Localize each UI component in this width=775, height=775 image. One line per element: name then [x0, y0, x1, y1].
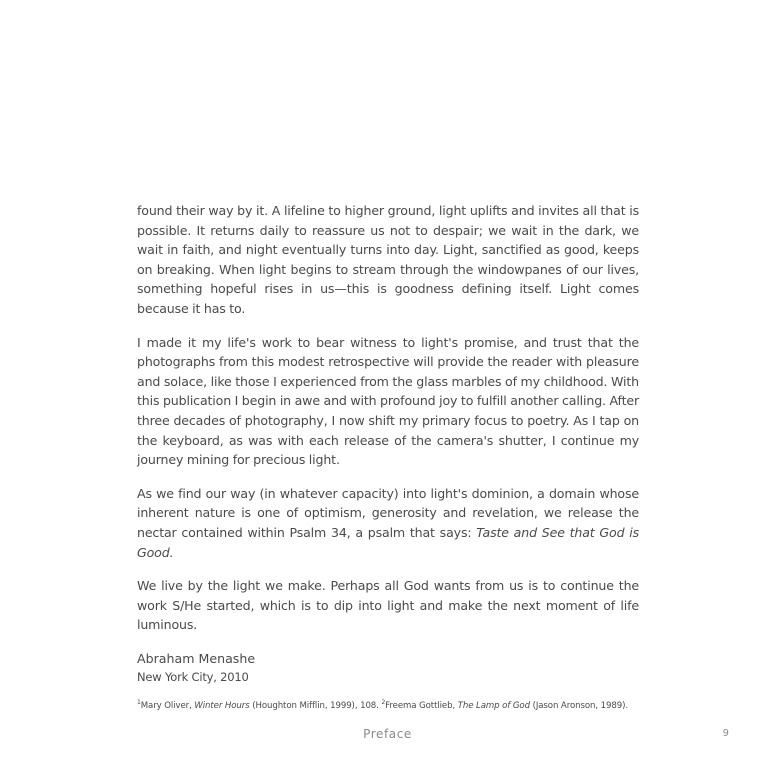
footnote-marker-2: 2	[381, 699, 386, 707]
running-footer-title: Preface	[363, 727, 412, 741]
page-number: 9	[722, 728, 729, 739]
footnote-marker-1: 1	[137, 699, 141, 707]
body-text	[137, 201, 639, 712]
signature-name: Abraham Menashe	[137, 650, 256, 666]
footnote-1-author: Mary Oliver,	[140, 701, 195, 712]
footnote-2-author: Freema Gottlieb,	[385, 701, 458, 712]
footnote-2-title: The Lamp of God	[457, 701, 530, 712]
footnote-1-title: Winter Hours	[194, 701, 250, 712]
psalm-quote: Taste and See that God is Good.	[137, 524, 639, 560]
footnote-1-rest: (Houghton Mifflin, 1999), 108.	[249, 701, 382, 712]
paragraph-2: I made it my life's work to bear witness to light's promise, and trust that the photographs from this modest retrospective will provide the reader with pleasure and solace, like those I experienced from the glass marbles of my childhood. With this publication I begin in awe and with profound joy to fulfill another calling. After three decades of photography, I now shift my primary focus to poetry. As I tap on the keyboard, as was with each release of the camera's shutter, I continue my journey mining for precious light.	[137, 334, 639, 468]
paragraph-1: found their way by it. A lifeline to higher ground, light uplifts and invites all that is possible. It returns daily to reassure us not to despair; we wait in the dark, we wait in faith, and night eventually turns into day. Light, sanctified as good, keeps on breaking. When light begins to stream through the windowpanes of our lives, something hopeful rises in us—this is goodness defining itself. Light comes because it has to.	[137, 203, 639, 316]
paragraph-3-text: As we find our way (in whatever capacity) into light's dominion, a domain whose inherent nature is one of optimism, generosity and revelation, we release the nectar contained within Psalm 34, a psalm that says:	[137, 485, 639, 540]
footnotes	[137, 700, 639, 712]
paragraph-4: We live by the light we make. Perhaps all God wants from us is to continue the work S/He started, which is to dip into light and make the next moment of life luminous.	[137, 578, 639, 633]
paragraph-3	[137, 484, 639, 562]
footnote-2-rest: (Jason Aronson, 1989).	[529, 701, 628, 712]
signature-location: New York City, 2010	[137, 670, 249, 685]
